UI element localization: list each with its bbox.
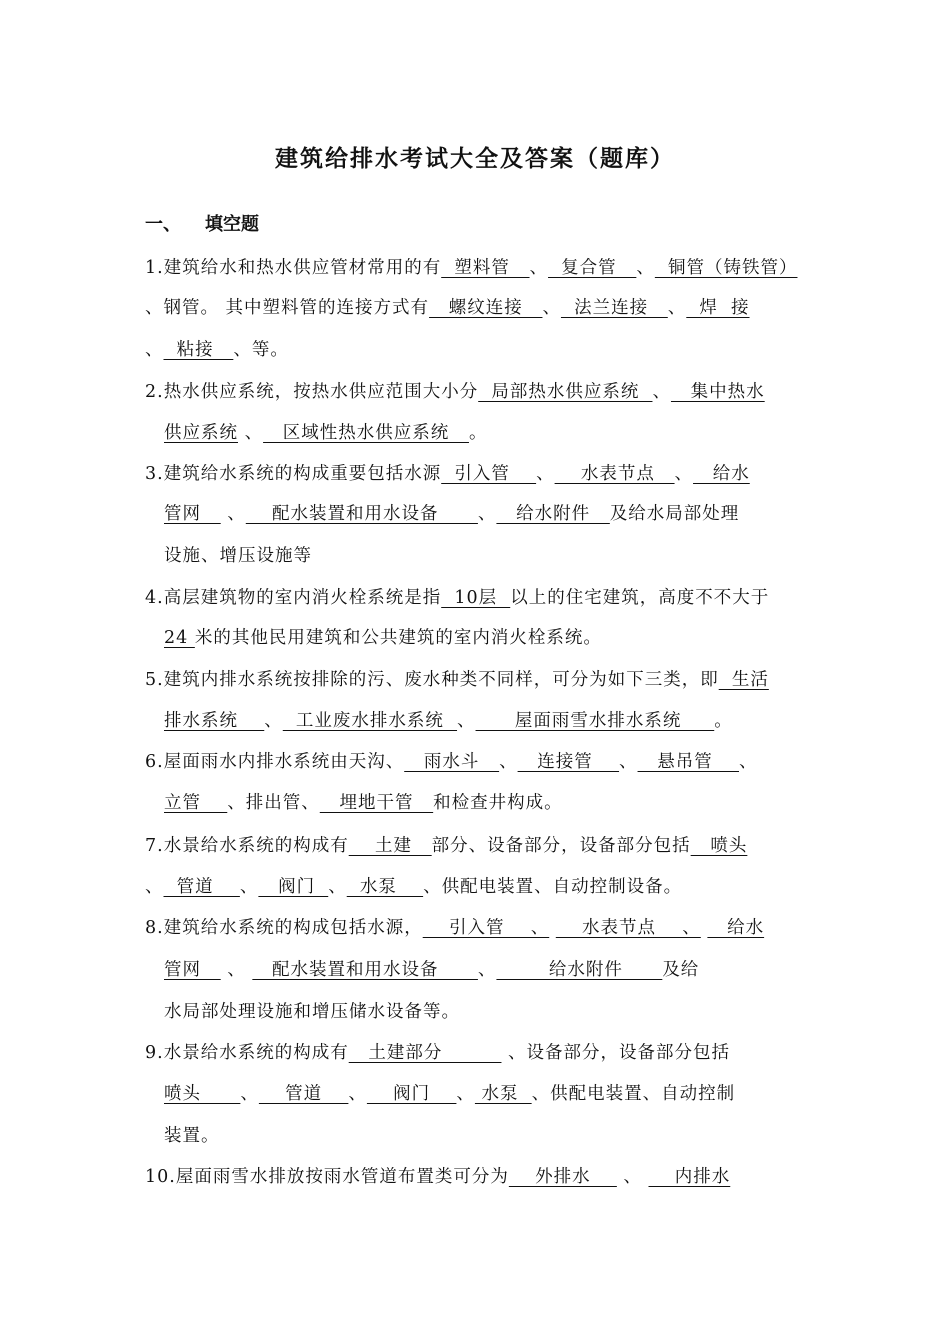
answer-blank: 雨水斗 bbox=[404, 752, 500, 772]
text-line bbox=[164, 502, 864, 526]
text-line bbox=[145, 916, 845, 940]
line-text: 、 bbox=[499, 752, 518, 772]
line-text: 、 bbox=[477, 960, 497, 980]
line-text: 、供配电装置、自动控制 bbox=[531, 1084, 736, 1104]
line-text: 部分、设备部分，设备部分包括 bbox=[431, 836, 691, 856]
answer-blank: 复合管 bbox=[548, 258, 637, 278]
answer-blank: 悬吊管 bbox=[637, 752, 739, 772]
text-line bbox=[164, 1000, 864, 1024]
text-line bbox=[145, 834, 845, 858]
text-line bbox=[164, 958, 864, 982]
line-text: 装置。 bbox=[164, 1126, 220, 1146]
answer-blank: 集中热水 bbox=[670, 382, 765, 402]
line-text: 、 bbox=[619, 752, 638, 772]
text-line bbox=[145, 1165, 845, 1189]
answer-blank: 24 bbox=[164, 628, 195, 648]
text-line bbox=[145, 750, 845, 774]
answer-blank: 连接管 bbox=[517, 752, 620, 772]
line-text: 、 bbox=[220, 960, 253, 980]
line-text: 1.建筑给水和热水供应管材常用的有 bbox=[145, 258, 442, 278]
line-text: 、 bbox=[529, 258, 549, 278]
text-line bbox=[145, 380, 845, 404]
line-text: 、 bbox=[667, 298, 687, 318]
answer-blank: 法兰连接 bbox=[560, 298, 668, 318]
text-line bbox=[145, 668, 845, 692]
answer-blank: 土建部分 bbox=[348, 1043, 502, 1063]
line-text: 6.屋面雨水内排水系统由天沟、 bbox=[145, 752, 405, 772]
line-text: 、设备部分，设备部分包括 bbox=[501, 1043, 731, 1063]
answer-blank: 水泵 bbox=[346, 877, 424, 897]
line-text: 10.屋面雨雪水排放按雨水管道布置类可分为 bbox=[145, 1167, 509, 1187]
answer-blank: 立管 bbox=[164, 793, 228, 813]
text-line bbox=[164, 1082, 864, 1106]
section-heading bbox=[145, 210, 259, 236]
answer-blank: 喷头 bbox=[690, 836, 748, 856]
text-line bbox=[145, 462, 845, 486]
text-line bbox=[145, 875, 845, 899]
line-text: 、 bbox=[264, 711, 283, 731]
document-title: 建筑给排水考试大全及答案（题库） bbox=[275, 145, 675, 172]
line-text: 和检查井构成。 bbox=[433, 793, 563, 813]
line-text: 及给 bbox=[662, 960, 700, 980]
answer-blank: 局部热水供应系统 bbox=[478, 382, 653, 402]
section-number: 一、 bbox=[145, 214, 181, 235]
answer-blank: 引入管 、 bbox=[422, 918, 550, 938]
line-text: 、 bbox=[238, 423, 264, 443]
answer-blank: 喷头 bbox=[164, 1084, 241, 1104]
line-text: 水局部处理设施和增压储水设备等。 bbox=[164, 1002, 460, 1022]
line-text: 9.水景给水系统的构成有 bbox=[145, 1043, 349, 1063]
answer-blank: 配水装置和用水设备 bbox=[245, 504, 478, 524]
line-text: 、 bbox=[652, 382, 671, 402]
line-text: 、 bbox=[674, 464, 694, 484]
answer-blank: 给水 bbox=[707, 918, 765, 938]
line-text: 3.建筑给水系统的构成重要包括水源 bbox=[145, 464, 442, 484]
line-text: 、 bbox=[348, 1084, 367, 1104]
line-text bbox=[549, 918, 556, 938]
line-text: 、等。 bbox=[233, 340, 289, 360]
line-text: 、排出管、 bbox=[227, 793, 320, 813]
line-text: 8.建筑给水系统的构成包括水源， bbox=[145, 918, 423, 938]
line-text: 、 bbox=[239, 877, 259, 897]
text-line bbox=[164, 421, 864, 445]
answer-blank: 给水 bbox=[693, 464, 750, 484]
line-text: 4.高层建筑物的室内消火栓系统是指 bbox=[145, 588, 442, 608]
text-line bbox=[145, 256, 845, 280]
line-text: 2.热水供应系统，按热水供应范围大小分 bbox=[145, 382, 479, 402]
line-text: 。 bbox=[714, 711, 733, 731]
answer-blank: 外排水 bbox=[508, 1167, 617, 1187]
answer-blank: 给水附件 bbox=[496, 960, 663, 980]
line-text: 及给水局部处理 bbox=[609, 504, 740, 524]
answer-blank: 焊 接 bbox=[686, 298, 750, 318]
answer-blank: 阀门 bbox=[258, 877, 329, 897]
line-text: 、 bbox=[477, 504, 497, 524]
line-text: 、 bbox=[456, 1084, 475, 1104]
line-text: 设施、增压设施等 bbox=[164, 546, 312, 566]
text-line bbox=[145, 1041, 845, 1065]
line-text: 米的其他民用建筑和公共建筑的室内消火栓系统。 bbox=[194, 628, 602, 648]
answer-blank: 供应系统 bbox=[164, 423, 238, 443]
answer-blank: 管道 bbox=[258, 1084, 349, 1104]
line-text: 、 bbox=[542, 298, 561, 318]
answer-blank: 管道 bbox=[163, 877, 240, 897]
answer-blank: 配水装置和用水设备 bbox=[252, 960, 478, 980]
answer-blank: 阀门 bbox=[366, 1084, 457, 1104]
text-line bbox=[164, 1124, 864, 1148]
line-text: 、 bbox=[616, 1167, 649, 1187]
line-text: 、 bbox=[536, 464, 555, 484]
line-text: 、 bbox=[220, 504, 246, 524]
text-line bbox=[164, 791, 864, 815]
text-line bbox=[164, 626, 864, 650]
answer-blank: 土建 bbox=[348, 836, 432, 856]
line-text: 、钢管。 其中塑料管的连接方式有 bbox=[145, 298, 430, 318]
line-text: 、供配电装置、自动控制设备。 bbox=[423, 877, 683, 897]
answer-blank: 管网 bbox=[164, 504, 221, 524]
line-text: 、 bbox=[328, 877, 347, 897]
answer-blank: 给水附件 bbox=[496, 504, 610, 524]
line-text: 、 bbox=[739, 752, 758, 772]
answer-blank: 塑料管 bbox=[441, 258, 530, 278]
line-text: 5.建筑内排水系统按排除的污、废水种类不同样，可分为如下三类，即 bbox=[145, 670, 719, 690]
text-line bbox=[145, 296, 845, 320]
answer-blank: 屋面雨雪水排水系统 bbox=[475, 711, 715, 731]
answer-blank: 管网 bbox=[164, 960, 221, 980]
line-text: 、 bbox=[145, 877, 164, 897]
answer-blank: 水表节点 bbox=[554, 464, 675, 484]
section-label: 填空题 bbox=[205, 214, 259, 235]
answer-blank: 粘接 bbox=[163, 340, 234, 360]
line-text: 以上的住宅建筑，高度不不大于 bbox=[510, 588, 770, 608]
text-line bbox=[164, 709, 864, 733]
answer-blank: 螺纹连接 bbox=[429, 298, 543, 318]
line-text: 、 bbox=[457, 711, 476, 731]
text-line bbox=[145, 338, 845, 362]
line-text: 、 bbox=[145, 340, 164, 360]
answer-blank: 区域性热水供应系统 bbox=[263, 423, 469, 443]
answer-blank: 铜管（铸铁管） bbox=[654, 258, 798, 278]
line-text: 、 bbox=[636, 258, 655, 278]
line-text: 、 bbox=[240, 1084, 259, 1104]
answer-blank: 埋地干管 bbox=[319, 793, 434, 813]
line-text: 。 bbox=[468, 423, 488, 443]
answer-blank: 生活 bbox=[718, 670, 769, 690]
text-line bbox=[164, 544, 864, 568]
text-line bbox=[145, 586, 845, 610]
answer-blank: 排水系统 bbox=[164, 711, 265, 731]
answer-blank: 水表节点 、 bbox=[555, 918, 701, 938]
line-text: 7.水景给水系统的构成有 bbox=[145, 836, 349, 856]
answer-blank: 内排水 bbox=[648, 1167, 731, 1187]
answer-blank: 10层 bbox=[441, 588, 511, 608]
answer-blank: 工业废水排水系统 bbox=[282, 711, 458, 731]
answer-blank: 水泵 bbox=[474, 1084, 532, 1104]
answer-blank: 引入管 bbox=[441, 464, 537, 484]
